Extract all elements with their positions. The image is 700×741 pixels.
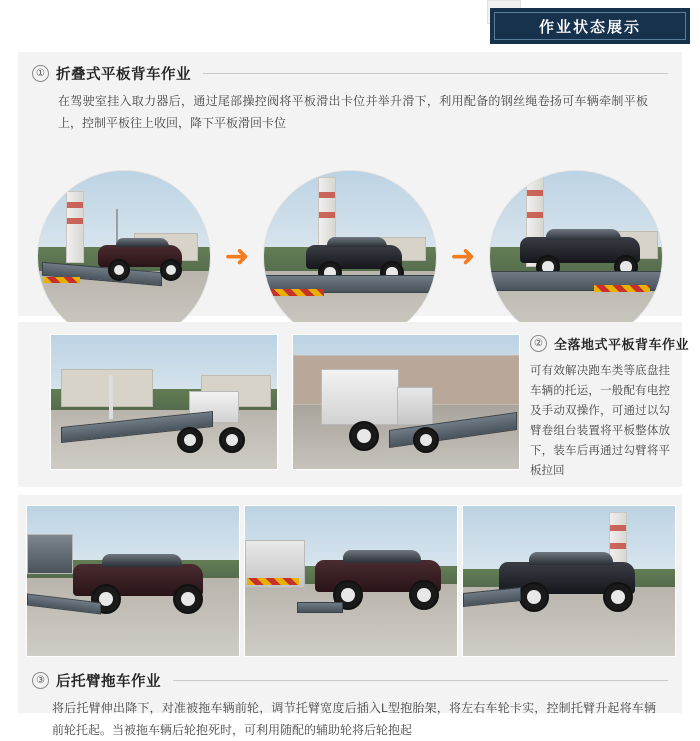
section-rear-lift-towing — [18, 495, 682, 737]
section-1-description: 在驾驶室挂入取力器后，通过尾部操控阀将平板滑出卡位并举升滑下，利用配备的钢丝绳卷扬可车辆牵制平板上，控制平板往上收回，降下平板滑回卡位 — [58, 94, 648, 130]
section-2-title: 全落地式平板背车作业 — [554, 337, 690, 352]
section-1-title: 折叠式平板背车作业 — [56, 67, 191, 83]
photo-car-loading-on-bed — [264, 171, 436, 343]
section-1-photo-row — [18, 192, 682, 322]
photo-car-loaded-final — [490, 171, 662, 343]
photo-rear-lift-center — [244, 505, 458, 657]
section-2-description: 可有效解决跑车类等底盘挂车辆的托运，一般配有电控及手动双操作，可通过以勾臂卷组台装置将平板整体放下，装车后再通过勾臂将平板拉回 — [530, 365, 670, 477]
section-2-header — [530, 334, 690, 353]
photo-flatbed-slide-out — [38, 171, 210, 343]
section-full-landing-flatbed — [18, 322, 690, 487]
photo-rear-lift-left — [26, 505, 240, 657]
section-3-description: 将后托臂伸出降下，对准被拖车辆前轮，调节托臂宽度后插入L型抱胎架，将左右车轮卡实，控制托臂升起将车辆前轮托起。当被拖车辆后轮抱死时，可利用随配的辅助轮将后轮抱起 — [52, 701, 656, 737]
section-2-number: ② — [530, 335, 547, 352]
photo-rear-lift-right — [462, 505, 676, 657]
section-2-text-block — [530, 334, 690, 477]
photo-full-landing-flatbed-right — [292, 334, 520, 470]
photo-full-landing-flatbed-left — [50, 334, 278, 470]
section-3-number: ③ — [32, 672, 49, 689]
arrow-icon-2: ➜ — [450, 239, 476, 274]
page-title: 作业状态展示 — [538, 18, 641, 36]
header-banner-inner — [494, 12, 686, 40]
section-1-rule — [203, 73, 668, 74]
section-3-rule — [173, 680, 668, 681]
section-1-header — [18, 52, 682, 84]
section-1-number: ① — [32, 65, 49, 82]
section-3-title: 后托臂拖车作业 — [56, 674, 161, 690]
arrow-icon-1: ➜ — [224, 239, 250, 274]
header-banner — [490, 8, 690, 44]
section-folding-flatbed — [18, 52, 682, 316]
